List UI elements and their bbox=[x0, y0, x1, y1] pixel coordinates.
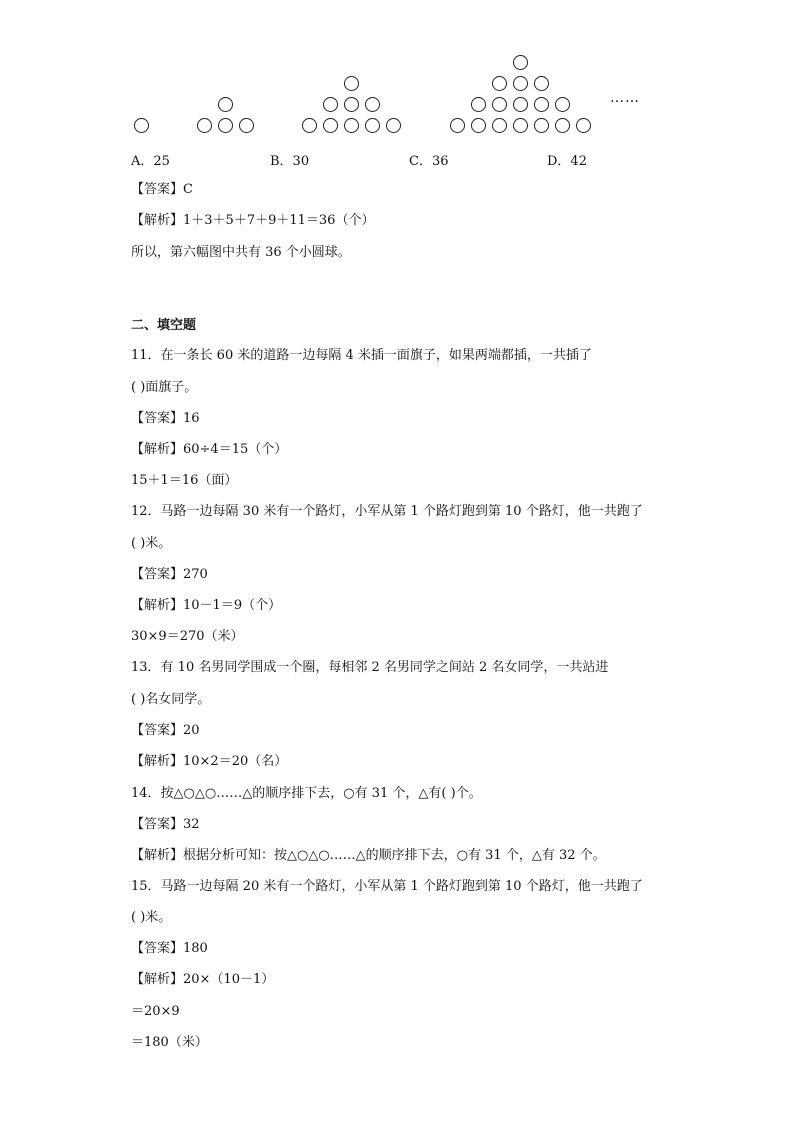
circle-icon bbox=[239, 118, 254, 133]
circle-icon bbox=[576, 118, 591, 133]
q11-question: 11．在一条长 60 米的道路一边每隔 4 米插一面旗子，如果两端都插，一共插了 bbox=[131, 348, 592, 363]
circle-icon bbox=[134, 118, 149, 133]
q11-answer: 【答案】16 bbox=[131, 411, 200, 426]
circle-icon bbox=[513, 76, 528, 91]
circle-icon bbox=[323, 118, 338, 133]
circle-icon bbox=[218, 118, 233, 133]
q14-question: 14．按△○△○……△的顺序排下去，○有 31 个，△有( )个。 bbox=[131, 786, 482, 801]
q15-blank: ( )米。 bbox=[131, 910, 172, 925]
option-c: C．36 bbox=[409, 154, 449, 169]
q15-step-final: ＝180（米） bbox=[131, 1035, 208, 1050]
q11-blank: ( )面旗子。 bbox=[131, 380, 198, 395]
continuation-ellipsis: …… bbox=[610, 90, 640, 106]
q10-conclusion: 所以，第六幅图中共有 36 个小圆球。 bbox=[131, 245, 351, 260]
circle-icon bbox=[534, 97, 549, 112]
section-title: 二、填空题 bbox=[131, 318, 197, 333]
q11-step: 15＋1＝16（面） bbox=[131, 473, 238, 488]
q13-blank: ( )名女同学。 bbox=[131, 692, 211, 707]
option-b: B．30 bbox=[270, 154, 310, 169]
circle-icon bbox=[534, 76, 549, 91]
circle-icon bbox=[365, 97, 380, 112]
circle-icon bbox=[513, 97, 528, 112]
circle-icon bbox=[555, 97, 570, 112]
q10-answer: 【答案】C bbox=[131, 182, 193, 197]
circle-icon bbox=[386, 118, 401, 133]
circle-icon bbox=[555, 118, 570, 133]
q10-analysis: 【解析】1＋3＋5＋7＋9＋11＝36（个） bbox=[131, 213, 375, 228]
q12-question: 12．马路一边每隔 30 米有一个路灯，小军从第 1 个路灯跑到第 10 个路灯，他一共跑了 bbox=[131, 504, 643, 519]
circle-icon bbox=[323, 97, 338, 112]
circle-icon bbox=[450, 118, 465, 133]
q12-analysis: 【解析】10－1＝9（个） bbox=[131, 598, 282, 613]
q11-analysis: 【解析】60÷4＝15（个） bbox=[131, 442, 288, 457]
q13-analysis: 【解析】10×2＝20（名） bbox=[131, 754, 288, 769]
q14-answer: 【答案】32 bbox=[131, 817, 200, 832]
circle-icon bbox=[197, 118, 212, 133]
q15-question: 15．马路一边每隔 20 米有一个路灯，小军从第 1 个路灯跑到第 10 个路灯，他一共跑了 bbox=[131, 879, 643, 894]
circle-icon bbox=[344, 97, 359, 112]
circle-icon bbox=[492, 97, 507, 112]
circle-icon bbox=[513, 55, 528, 70]
circle-icon bbox=[492, 76, 507, 91]
circle-icon bbox=[471, 97, 486, 112]
circle-icon bbox=[218, 97, 233, 112]
circle-icon bbox=[365, 118, 380, 133]
circle-icon bbox=[344, 118, 359, 133]
q15-step: ＝20×9 bbox=[131, 1004, 180, 1019]
q15-analysis: 【解析】20×（10－1） bbox=[131, 972, 275, 987]
option-d: D．42 bbox=[547, 154, 587, 169]
circle-pattern-figures bbox=[0, 55, 794, 145]
circle-icon bbox=[302, 118, 317, 133]
q12-answer: 【答案】270 bbox=[131, 567, 208, 582]
option-a: A．25 bbox=[131, 154, 170, 169]
circle-icon bbox=[513, 118, 528, 133]
q13-answer: 【答案】20 bbox=[131, 723, 200, 738]
circle-icon bbox=[534, 118, 549, 133]
q13-question: 13．有 10 名男同学围成一个圈，每相邻 2 名男同学之间站 2 名女同学，一共站进 bbox=[131, 660, 609, 675]
circle-icon bbox=[344, 76, 359, 91]
q12-blank: ( )米。 bbox=[131, 536, 172, 551]
circle-icon bbox=[492, 118, 507, 133]
circle-icon bbox=[471, 118, 486, 133]
q12-step: 30×9＝270（米） bbox=[131, 629, 244, 644]
q14-analysis: 【解析】根据分析可知：按△○△○……△的顺序排下去，○有 31 个，△有 32 个。 bbox=[131, 848, 606, 863]
q15-answer: 【答案】180 bbox=[131, 941, 208, 956]
